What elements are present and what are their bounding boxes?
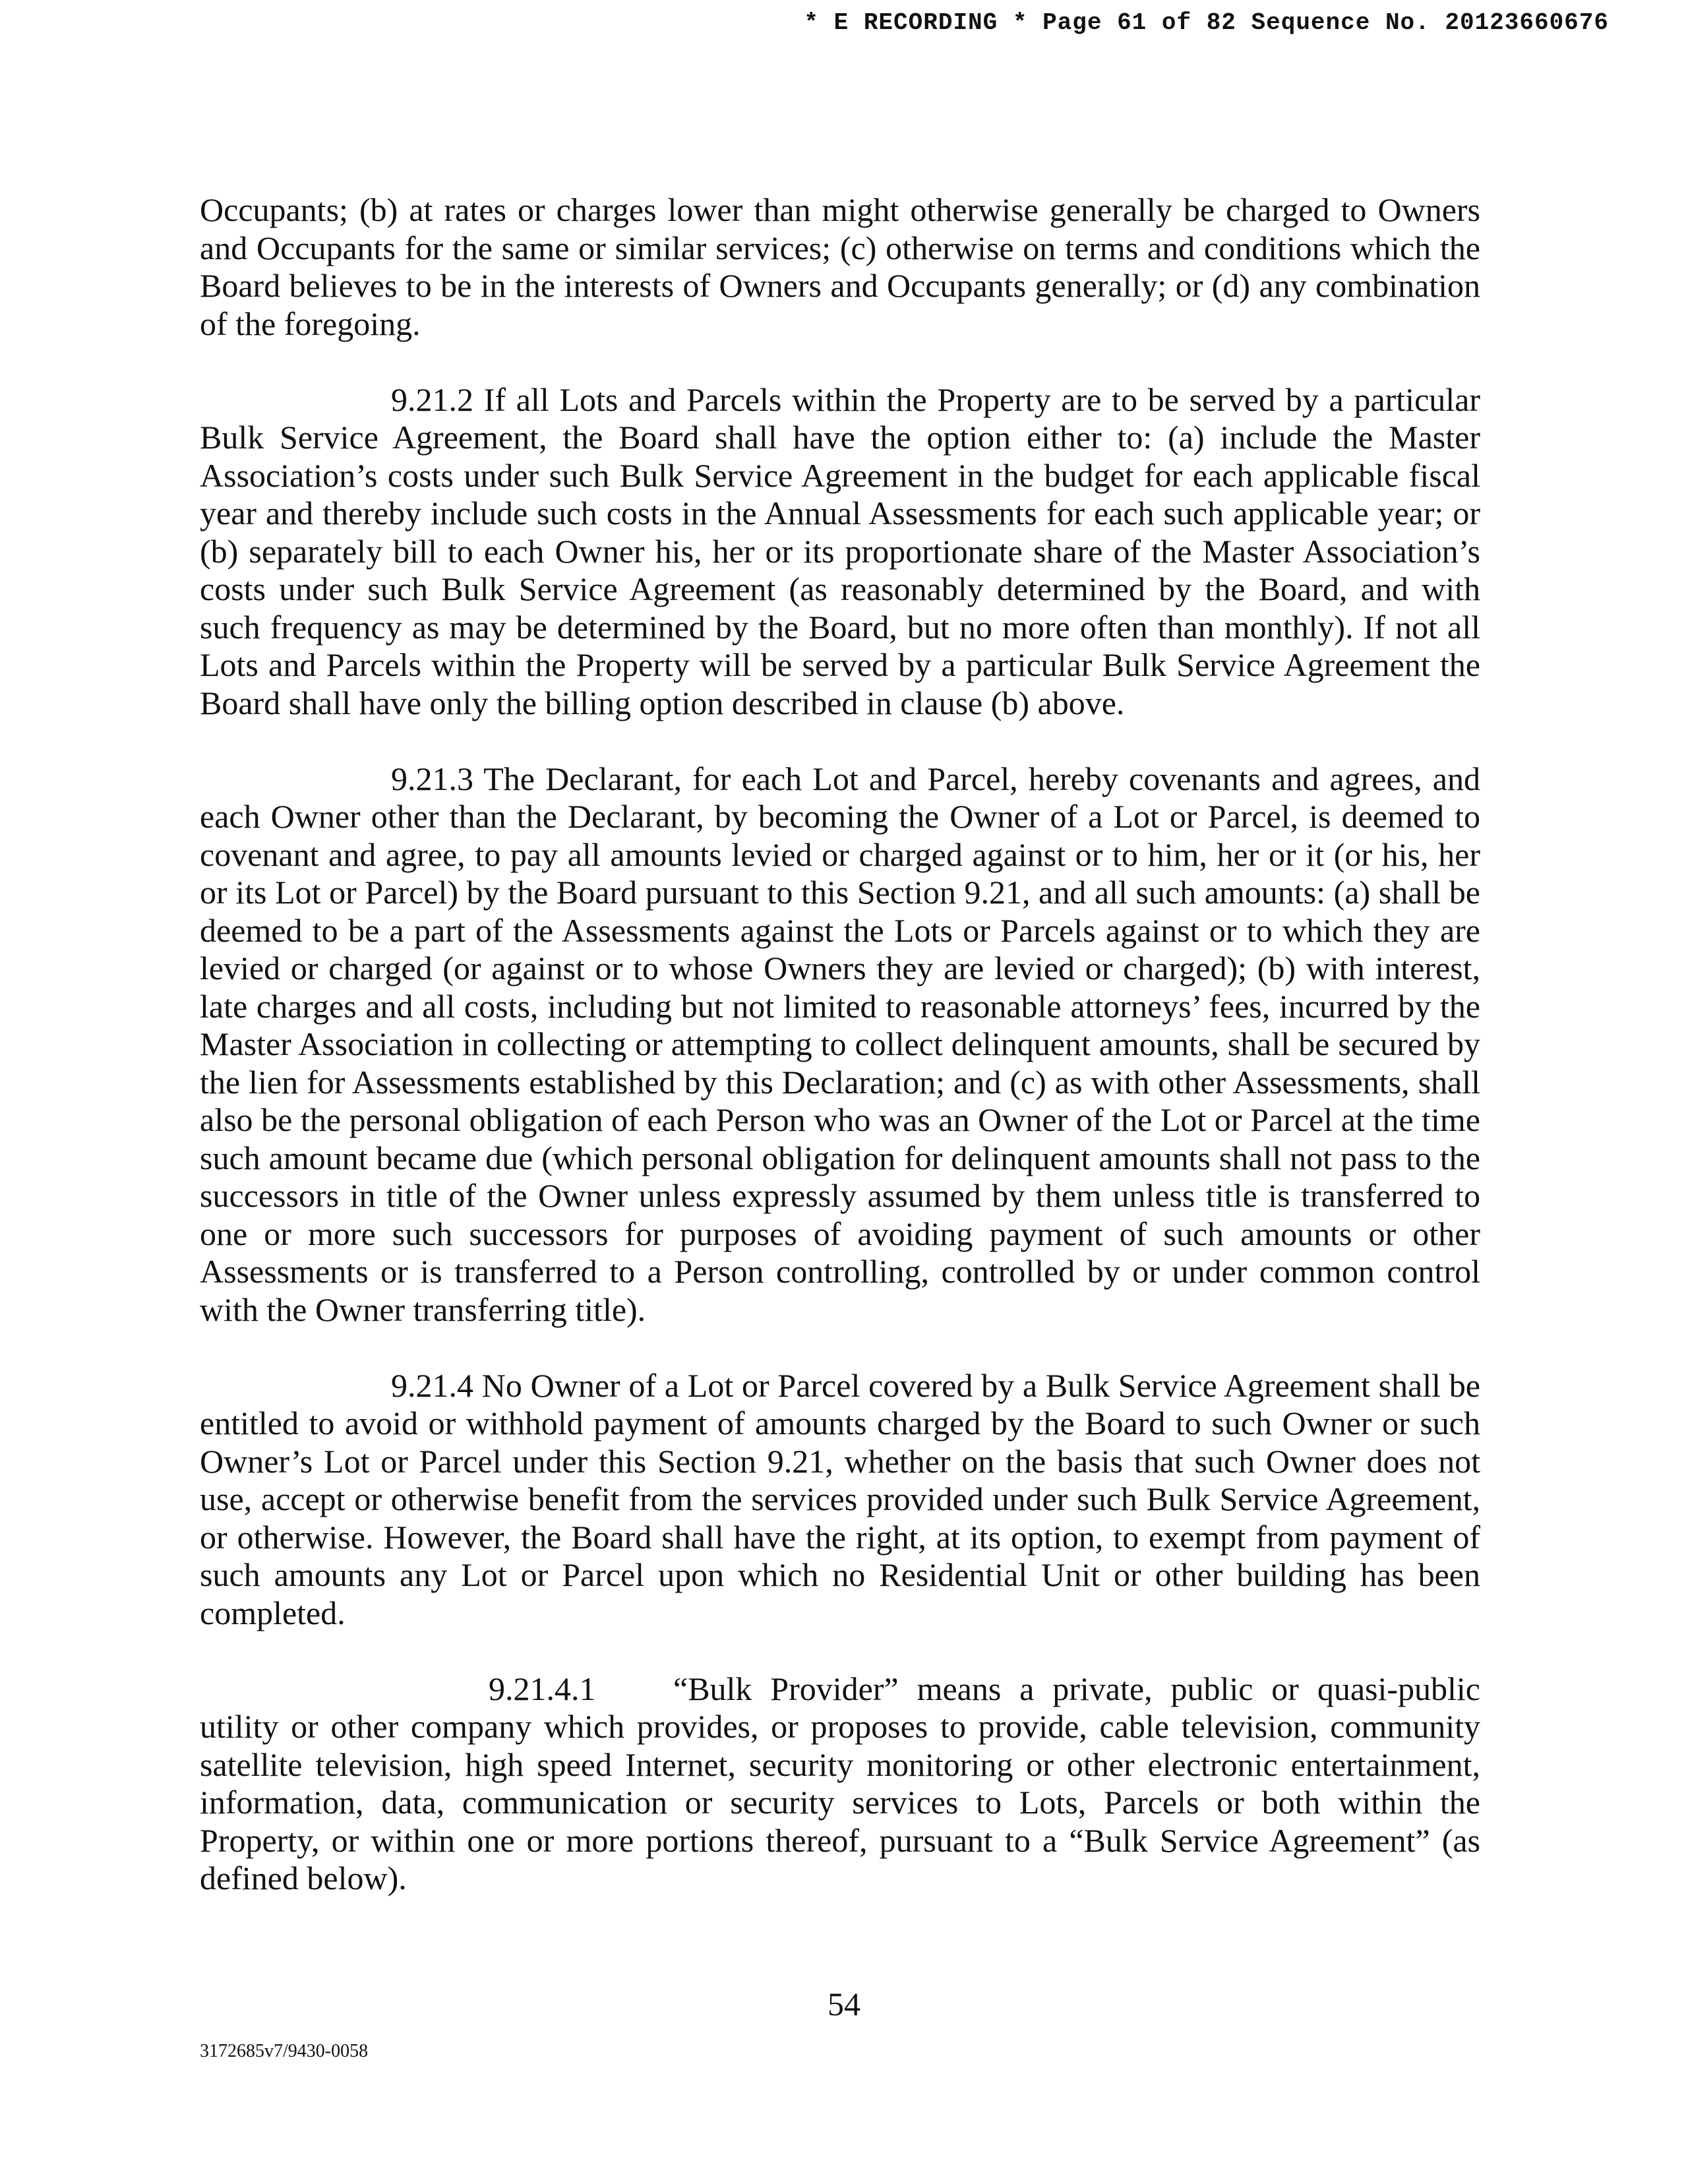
- paragraph-9-21-2: 9.21.2 If all Lots and Parcels within the Property are to be served by a particular Bulk Service Agreement, the Board shall have the option either to: (a) include the Master Association’s costs under such Bulk Service Agreement in the budget for each applicable fiscal year and thereby include such costs in the Annual Assessments for each such applicable year; or (b) separately bill to each Owner his, her or its proportionate share of the Master Association’s costs under such Bulk Service Agreement (as reasonably determined by the Board, and with such frequency as may be determined by the Board, but no more often than monthly). If not all Lots and Parcels within the Property will be served by a particular Bulk Service Agreement the Board shall have only the billing option described in clause (b) above.: [200, 380, 1480, 721]
- subsection-number: 9.21.4.1: [489, 1670, 596, 1707]
- document-body: [200, 191, 1480, 1898]
- paragraph-9-21-4: 9.21.4 No Owner of a Lot or Parcel covered by a Bulk Service Agreement shall be entitled to avoid or withhold payment of amounts charged by the Board to such Owner or such Owner’s Lot or Parcel under this Section 9.21, whether on the basis that such Owner does not use, accept or otherwise benefit from the services provided under such Bulk Service Agreement, or otherwise. However, the Board shall have the right, at its option, to exempt from payment of such amounts any Lot or Parcel upon which no Residential Unit or other building has been completed.: [200, 1366, 1480, 1631]
- page-number: 54: [828, 1986, 860, 2022]
- recording-header: * E RECORDING * Page 61 of 82 Sequence No. 20123660676: [804, 9, 1609, 36]
- paragraph-9-21-3: 9.21.3 The Declarant, for each Lot and Parcel, hereby covenants and agrees, and each Owner other than the Declarant, by becoming the Owner of a Lot or Parcel, is deemed to covenant and agree, to pay all amounts levied or charged against or to him, her or it (or his, her or its Lot or Parcel) by the Board pursuant to this Section 9.21, and all such amounts: (a) shall be deemed to be a part of the Assessments against the Lots or Parcels against or to which they are levied or charged (or against or to whose Owners they are levied or charged); (b) with interest, late charges and all costs, including but not limited to reasonable attorneys’ fees, incurred by the Master Association in collecting or attempting to collect delinquent amounts, shall be secured by the lien for Assessments established by this Declaration; and (c) as with other Assessments, shall also be the personal obligation of each Person who was an Owner of the Lot or Parcel at the time such amount became due (which personal obligation for delinquent amounts shall not pass to the successors in title of the Owner unless expressly assumed by them unless title is transferred to one or more such successors for purposes of avoiding payment of such amounts or other Assessments or is transferred to a Person controlling, controlled by or under common control with the Owner transferring title).: [200, 760, 1480, 1328]
- document-id: 3172685v7/9430-0058: [200, 2041, 369, 2061]
- subsection-text: “Bulk Provider” means a private, public or quasi-public utility or other company which provides, or proposes to provide, cable television, community satellite television, high speed Internet, security monitoring or other electronic entertainment, information, data, communication or security services to Lots, Parcels or both within the Property, or within one or more portions thereof, pursuant to a “Bulk Service Agreement” (as defined below).: [200, 1670, 1480, 1896]
- paragraph-9-21-4-1: [200, 1670, 1480, 1898]
- paragraph-continuation: Occupants; (b) at rates or charges lower than might otherwise generally be charged to Owners and Occupants for the same or similar services; (c) otherwise on terms and conditions which the Board believes to be in the interests of Owners and Occupants generally; or (d) any combination of the foregoing.: [200, 191, 1480, 342]
